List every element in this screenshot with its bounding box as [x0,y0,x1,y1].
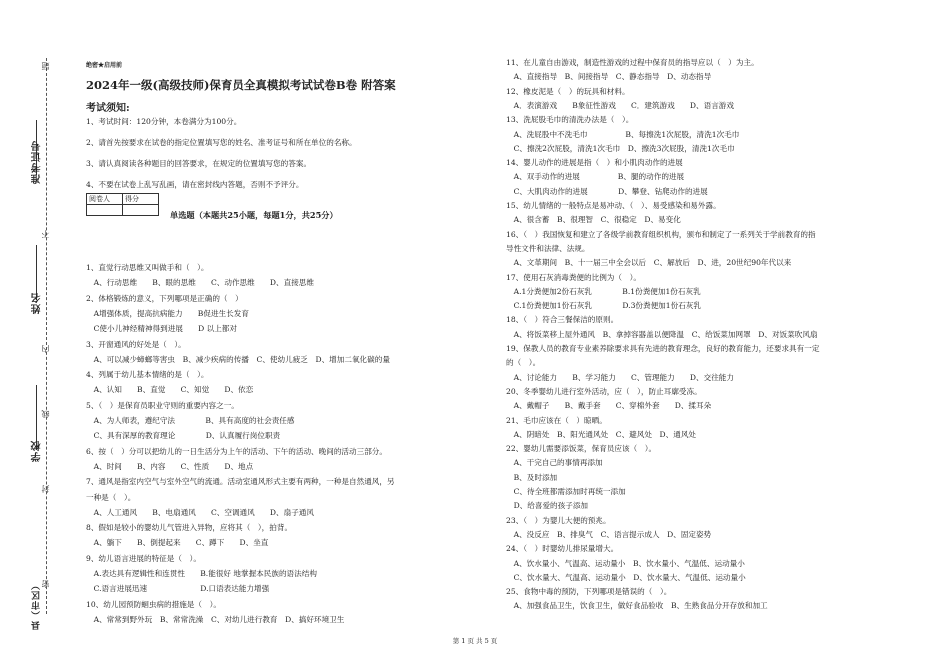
question-line: 16、（ ）我国恢复和建立了各级学前教育组织机构，颁布和制定了一系列关于学前教育的指 [506,229,816,239]
question-line: 14、婴儿动作的进展是指（ ）和小肌肉动作的进展 [506,158,683,168]
score-box [86,193,159,216]
question-line: A增强体质，提高抗病能力 B促进生长发育 [86,308,249,318]
question-line: 3、请认真阅读各种题目的回答要求，在规定的位置填写您的答案。 [86,159,312,168]
question-line: C、待全班都需添加时再统一添加 [506,487,626,496]
question-line: B、及时添加 [506,472,558,482]
question-line: A、很含蓄 B、很理智 C、很稳定 D、易变化 [506,215,681,225]
question-line: A．表演游戏 B象征性游戏 C．建筑游戏 D、语言游戏 [506,100,734,110]
question-line: 5、（ ）是保育员职业守则的重要内容之一。 [86,400,239,410]
question-line: 8、假如是较小的婴幼儿气管进入异物，应将其（ ），拍背。 [86,523,293,533]
secret-mark: 绝密★启用前 [86,62,123,69]
question-line: C、具有深厚的教育理论 D、认真履行岗位职责 [86,431,281,441]
question-line: 18、（ ）符合三餐保洁的原则。 [506,315,619,325]
seal-mark: 内 [41,345,50,353]
question-line: C、饮水量大、气温高、运动量小 D、饮水量大、气温低、运动量小 [506,572,746,582]
question-line: A、饮水量小、气温高、运动量小 B、饮水量小、气温低、运动量小 [506,558,745,568]
question-line: C.语言进展迅速 D.口语表达能力增强 [86,584,270,594]
question-line: A、常常到野外玩 B、常常洗澡 C、对幼儿进行教育 D、搞好环境卫生 [86,614,345,624]
question-line: A、行动思维 B、眼的思维 C、动作思维 D、直接思维 [86,278,314,288]
question-line: 导性文件和法律、法规。 [506,243,590,253]
seal-mark: 线 [41,410,50,418]
question-line: A、干完自己的事情再添加 [506,458,603,468]
question-line: A、时间 B、内容 C、性质 D、地点 [86,461,254,471]
seal-mark: 题 [41,62,50,70]
question-line: 一种是（ ）。 [86,492,136,502]
question-line: C使小儿神经精神得到进展 D 以上都对 [86,324,237,334]
question-line: C、擦洗2次屁股，清洗1次毛巾 D、擦洗3次屁股，清洗1次毛巾 [506,143,735,153]
binding-margin [0,0,60,671]
question-line: A、没反应 B、排臭气 C、语言提示成人 D、固定姿势 [506,529,712,539]
question-line: 6、按（ ）分可以把幼儿的一日生活分为上午的活动、下午的活动、晚间的活动三部分。 [86,446,387,456]
question-line: 23、（ ）为婴儿大便的预兆。 [506,515,611,525]
school-label: 学校 [32,440,43,462]
seal-mark: 封 [41,485,50,493]
question-line: A.表达具有逻辑性和连贯性 B.能很好 地掌握本民族的语法结构 [86,569,317,578]
question-line: A、阴暗处 B、阳光通风处 C、避风处 D、通风处 [506,429,697,439]
question-line: A、为人师表，遵纪守法 B、具有高度的社会责任感 [86,416,295,425]
admission-label: 准考证号 [32,140,43,184]
question-line: 17、使用石灰消毒粪便的比例为（ ）。 [506,272,641,282]
question-line: D、给喜爱的孩子添加 [506,501,589,511]
question-line: 2、请首先按要求在试卷的指定位置填写您的姓名、准考证号和所在单位的名称。 [86,138,357,147]
question-line: 1、考试时间：120分钟，本卷满分为100分。 [86,117,242,126]
question-line: A.1分粪便加2份石灰乳 B.1份粪便加1份石灰乳 [506,286,701,296]
question-line: 的（ ）。 [506,358,541,368]
question-line: A、将饭菜移上屋外通风 B、拿掉容器盖以便降温 C、给饭菜加网罩 D、对饭菜吹风扇 [506,329,818,339]
question-line: A、可以减少蟑螂等害虫 B、减少疾病的传播 C、使幼儿疲乏 D、增加二氧化碳的量 [86,354,390,364]
name-label: 姓名 [32,292,43,314]
score-blank [123,205,159,216]
score-cell: 得分 [123,194,159,205]
question-line: 13、洗屁股毛巾的清洗办法是（ ）。 [506,115,634,125]
question-line: C.1份粪便加1份石灰乳 D.3份粪便加1份石灰乳 [506,301,701,311]
question-line: 7、通风是指室内空气与室外空气的流通。活动室通风形式主要有两种，一种是自然通风，另 [86,477,395,487]
question-line: 9、幼儿语言进展的特征是（ ）。 [86,553,201,563]
region-label: 县（市区） [32,580,42,630]
reviewer-blank [87,205,123,216]
question-line: 2、体格锻炼的意义，下列哪项是正确的（ ） [86,293,243,303]
question-line: 3、开窗通风的好处是（ ）。 [86,339,186,349]
question-line: A、讨论能力 B、学习能力 C、管理能力 D、交往能力 [506,372,734,382]
question-line: 22、婴幼儿需要添饭菜，保育员应该（ ）。 [506,444,657,454]
question-line: A、戴帽子 B、戴手套 C、穿棉外套 D、揉耳朵 [506,401,712,411]
seal-dashed-line [46,58,47,614]
notice-heading: 考试须知: [86,103,130,114]
seal-mark: 不 [41,230,50,238]
reviewer-cell: 阅卷人 [87,194,123,205]
question-line: 4、不要在试卷上乱写乱画，请在密封线内答题，否则不予评分。 [86,180,304,189]
question-line: A、洗屁股中不洗毛巾 B、每擦洗1次屁股，清洗1次毛巾 [506,129,740,139]
question-line: 10、幼儿园预防蛔虫病的措施是（ ）。 [86,599,221,609]
question-line: A、躺下 B、倒提起来 C、蹲下 D、坐直 [86,538,269,548]
question-line: 19、保教人员的教育专业素养除要求具有先进的教育理念，良好的教育能力，还要求具有一定 [506,344,820,353]
question-line: 15、幼儿情绪的一般特点是易冲动、（ ）、易受感染和易外露。 [506,201,721,210]
question-line: A、认知 B、直觉 C、知觉 D、依恋 [86,385,254,395]
question-line: 11、在儿童自由游戏，制造性游戏的过程中保育员的指导应以（ ）为主。 [506,58,759,67]
question-line: 1、直觉行动思维又叫做手和（ ）。 [86,263,209,272]
question-line: A、加强食品卫生，饮食卫生，做好食品验收 B、生熟食品分开存放和加工 [506,601,768,611]
question-line: 20、冬季婴幼儿进行室外活动，应（ ），防止耳廓受冻。 [506,386,702,396]
question-line: 4、列属于幼儿基本情绪的是（ ）。 [86,370,209,380]
question-line: A、人工通风 B、电扇通风 C、空调通风 D、扇子通风 [86,507,314,517]
question-line: C、大肌肉动作的进展 D、攀登、钻爬动作的进展 [506,186,708,196]
page-title: 2024年一级(高级技师)保育员全真模拟考试试卷B卷 附答案 [86,78,396,92]
question-line: 21、毛巾应该在（ ）晾晒。 [506,415,607,425]
question-line: 24、（ ）时婴幼儿排尿量增大。 [506,544,619,554]
question-line: 25、食物中毒的预防，下列哪项是错误的（ ）。 [506,587,672,597]
section-heading: 单选题（本题共25小题，每题1分，共25分） [170,210,338,220]
page-footer: 第 1 页 共 5 页 [452,637,498,645]
seal-mark: 密 [41,580,50,588]
question-line: A、文革期间 B、十一届三中全会以后 C、解放后 D、进，20世纪90年代以来 [506,258,792,268]
question-line: 12、橡皮泥是（ ）的玩具和材料。 [506,86,630,96]
question-line: A、直接指导 B、间接指导 C、静态指导 D、动态指导 [506,72,712,82]
question-line: A、双手动作的进展 B、腿的动作的进展 [506,172,685,182]
